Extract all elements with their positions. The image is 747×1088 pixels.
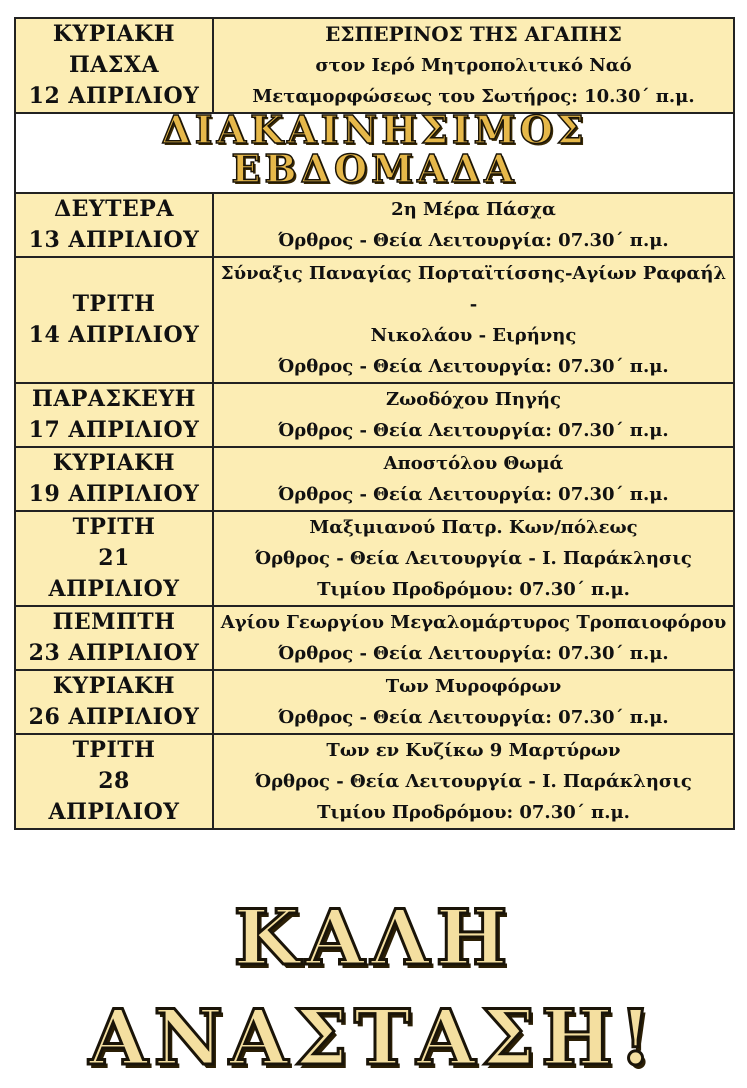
day-cell bbox=[15, 606, 213, 670]
event-line: Των Μυροφόρων bbox=[385, 676, 562, 697]
intro-event-line: στον Ιερό Μητροπολιτικό Ναό bbox=[315, 55, 632, 76]
day-cell bbox=[15, 447, 213, 511]
day-line: 17 ΑΠΡΙΛΙΟΥ bbox=[28, 417, 200, 443]
event-line: Των εν Κυζίκω 9 Μαρτύρων bbox=[326, 740, 621, 761]
intro-event-cell bbox=[213, 18, 734, 113]
day-line: ΚΥΡΙΑΚΗ bbox=[52, 450, 176, 476]
day-line: ΚΥΡΙΑΚΗ bbox=[52, 673, 176, 699]
day-cell bbox=[15, 383, 213, 447]
event-line: 2η Μέρα Πάσχα bbox=[391, 199, 556, 220]
event-cell bbox=[213, 193, 734, 257]
event-cell bbox=[213, 734, 734, 829]
day-line: 13 ΑΠΡΙΛΙΟΥ bbox=[28, 227, 200, 253]
day-line: ΑΠΡΙΛΙΟΥ bbox=[48, 799, 180, 825]
day-line: ΠΑΡΑΣΚΕΥΗ bbox=[32, 386, 196, 412]
event-line: Όρθρος - Θεία Λειτουργία: 07.30΄ π.μ. bbox=[278, 643, 669, 664]
schedule-row bbox=[15, 734, 734, 829]
intro-day-line: ΚΥΡΙΑΚΗ bbox=[52, 21, 176, 47]
footer-greeting: ΚΑΛΗ ΑΝΑΣΤΑΣΗ! bbox=[88, 893, 659, 1082]
intro-event-line: Μεταμορφώσεως του Σωτήρος: 10.30΄ π.μ. bbox=[252, 86, 695, 107]
schedule-row bbox=[15, 606, 734, 670]
day-line: ΠΕΜΠΤΗ bbox=[52, 609, 176, 635]
event-line: Νικολάου - Ειρήνης bbox=[370, 325, 577, 346]
event-cell bbox=[213, 257, 734, 383]
banner-title: ΔΙΑΚΑΙΝΗΣΙΜΟΣ ΕΒΔΟΜΑΔΑ bbox=[161, 107, 588, 191]
event-line: Αποστόλου Θωμά bbox=[383, 453, 564, 474]
day-line: 14 ΑΠΡΙΛΙΟΥ bbox=[28, 322, 200, 348]
event-line: Μαξιμιανού Πατρ. Κων/πόλεως bbox=[309, 517, 638, 538]
event-line: Τιμίου Προδρόμου: 07.30΄ π.μ. bbox=[317, 802, 630, 823]
event-cell bbox=[213, 447, 734, 511]
day-line: 21 bbox=[98, 545, 130, 571]
day-cell bbox=[15, 193, 213, 257]
intro-day-line: 12 ΑΠΡΙΛΙΟΥ bbox=[28, 83, 200, 109]
schedule-row bbox=[15, 447, 734, 511]
banner-row bbox=[15, 113, 734, 193]
day-cell bbox=[15, 670, 213, 734]
event-line: Όρθρος - Θεία Λειτουργία - Ι. Παράκλησις bbox=[255, 771, 692, 792]
intro-event-line: ΕΣΠΕΡΙΝΟΣ ΤΗΣ ΑΓΑΠΗΣ bbox=[325, 22, 622, 46]
intro-day-line: ΠΑΣΧΑ bbox=[68, 52, 160, 78]
schedule-row bbox=[15, 383, 734, 447]
day-line: 23 ΑΠΡΙΛΙΟΥ bbox=[28, 640, 200, 666]
event-line: Όρθρος - Θεία Λειτουργία: 07.30΄ π.μ. bbox=[278, 230, 669, 251]
event-line: Όρθρος - Θεία Λειτουργία: 07.30΄ π.μ. bbox=[278, 484, 669, 505]
event-line: Όρθρος - Θεία Λειτουργία: 07.30΄ π.μ. bbox=[278, 707, 669, 728]
schedule-row bbox=[15, 511, 734, 606]
day-cell bbox=[15, 511, 213, 606]
event-line: Ζωοδόχου Πηγής bbox=[386, 389, 561, 410]
event-line: Αγίου Γεωργίου Μεγαλομάρτυρος Τροπαιοφόρου bbox=[220, 612, 727, 633]
day-line: ΑΠΡΙΛΙΟΥ bbox=[48, 576, 180, 602]
day-cell bbox=[15, 734, 213, 829]
event-line: Όρθρος - Θεία Λειτουργία: 07.30΄ π.μ. bbox=[278, 356, 669, 377]
schedule-row bbox=[15, 670, 734, 734]
day-line: 28 bbox=[98, 768, 130, 794]
banner-cell bbox=[15, 107, 734, 193]
event-line: Τιμίου Προδρόμου: 07.30΄ π.μ. bbox=[317, 579, 630, 600]
event-cell bbox=[213, 670, 734, 734]
day-line: 26 ΑΠΡΙΛΙΟΥ bbox=[28, 704, 200, 730]
schedule-table bbox=[14, 17, 735, 830]
day-line: ΤΡΙΤΗ bbox=[72, 291, 156, 317]
schedule-body bbox=[15, 18, 734, 829]
schedule-row bbox=[15, 257, 734, 383]
day-line: ΔΕΥΤΕΡΑ bbox=[54, 196, 174, 222]
event-line: Όρθρος - Θεία Λειτουργία: 07.30΄ π.μ. bbox=[278, 420, 669, 441]
schedule-row bbox=[15, 193, 734, 257]
day-line: ΤΡΙΤΗ bbox=[72, 514, 156, 540]
event-cell bbox=[213, 383, 734, 447]
event-cell bbox=[213, 606, 734, 670]
intro-day-cell bbox=[15, 18, 213, 113]
day-line: ΤΡΙΤΗ bbox=[72, 737, 156, 763]
event-line: Σύναξις Παναγίας Πορταϊτίσσης-Αγίων Ραφαήλ - bbox=[220, 263, 727, 315]
day-line: 19 ΑΠΡΙΛΙΟΥ bbox=[28, 481, 200, 507]
intro-row bbox=[15, 18, 734, 113]
event-line: Όρθρος - Θεία Λειτουργία - Ι. Παράκλησις bbox=[255, 548, 692, 569]
day-cell bbox=[15, 257, 213, 383]
event-cell bbox=[213, 511, 734, 606]
